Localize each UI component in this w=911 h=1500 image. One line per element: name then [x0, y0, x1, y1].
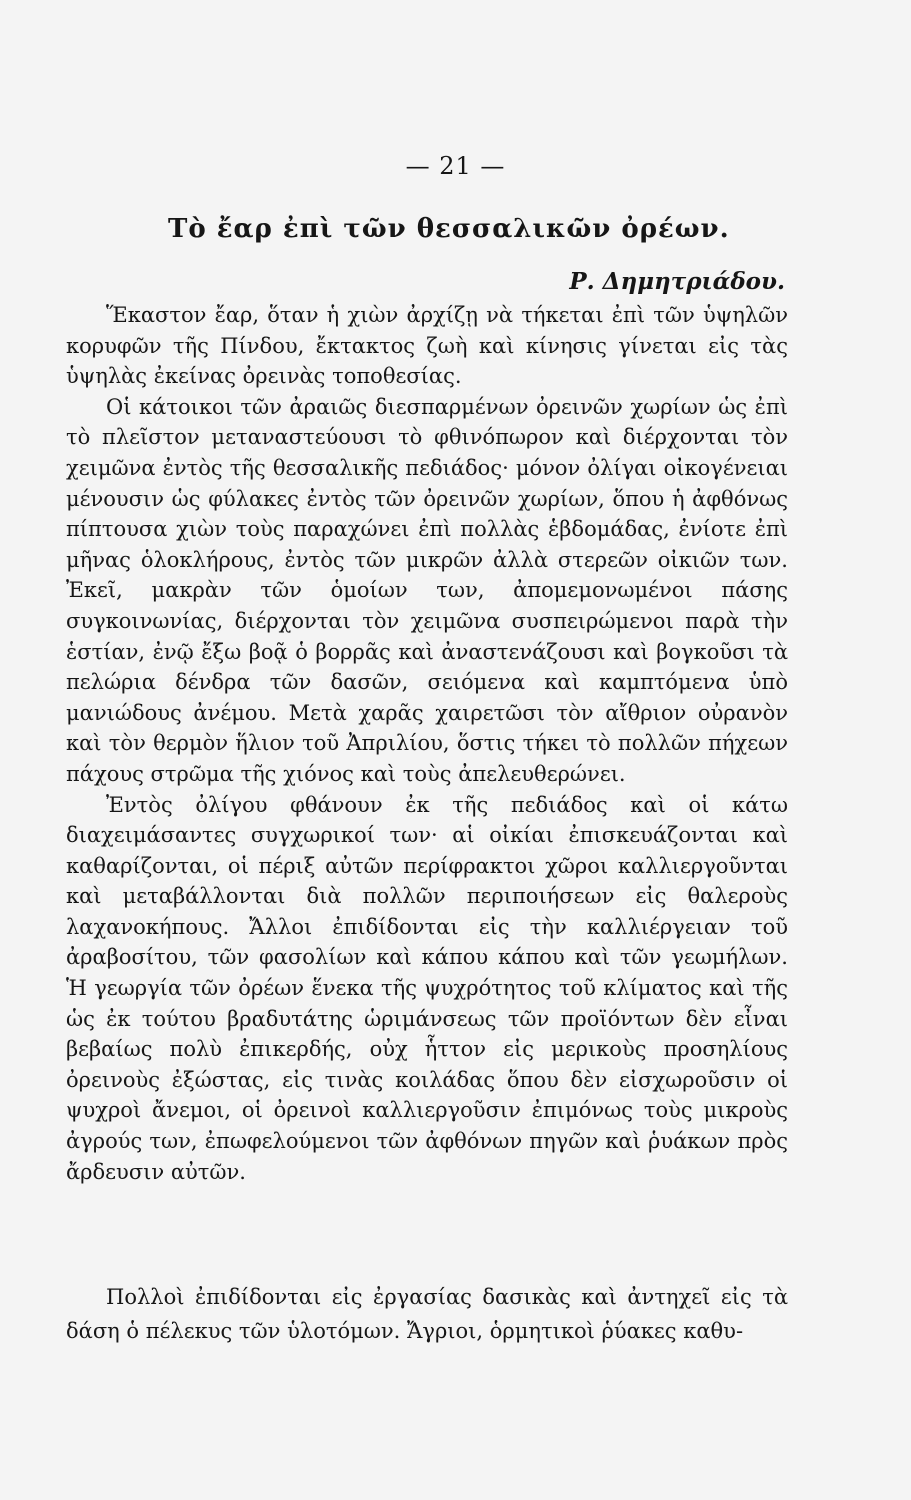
paragraph: Ἐντὸς ὀλίγου φθάνουν ἐκ τῆς πεδιάδος καὶ οἱ κάτω διαχειμάσαντες συγχωρικοί των· αἱ οἰκίαι ἐπισκευάζονται καὶ καθαρίζονται, οἱ πέριξ αὐτῶν περίφρακτοι χῶροι καλλιεργοῦνται καὶ μεταβάλλονται διὰ πολλῶν περιποιήσεων εἰς θαλεροὺς λαχανοκήπους. Ἄλλοι ἐπιδίδονται εἰς τὴν καλλιέργειαν τοῦ ἀραβοσίτου, τῶν φασολίων καὶ κάπου κάπου καὶ τῶν γεωμήλων. Ἡ γεωργία τῶν ὀρέων ἕνεκα τῆς ψυχρότητος τοῦ κλίματος καὶ τῆς ὡς ἐκ τούτου βραδυτάτης ὡριμάνσεως τῶν προϊόντων δὲν εἶναι βεβαίως πολὺ ἐπικερδής, οὐχ ἧττον εἰς μερικοὺς προσηλίους ὀρεινοὺς ἐξώστας, εἰς τινὰς κοιλάδας ὅπου δὲν εἰσχωροῦσιν οἱ ψυχροὶ ἄνεμοι, οἱ ὀρεινοὶ καλλιεργοῦσιν ἐπιμόνως τοὺς μικροὺς ἀγρούς των, ἐπωφελούμενοι τῶν ἀφθόνων πηγῶν καὶ ῥυάκων πρὸς ἄρδευσιν αὐτῶν. [66, 792, 788, 1184]
paragraph: Ἕκαστον ἔαρ, ὅταν ἡ χιὼν ἀρχίζῃ νὰ τήκεται ἐπὶ τῶν ὑψηλῶν κορυφῶν τῆς Πίνδου, ἔκτακτος ζωὴ καὶ κίνησις γίνεται εἰς τὰς ὑψηλὰς ἐκείνας ὀρεινὰς τοποθεσίας. [66, 303, 788, 389]
article-continuation [66, 1280, 788, 1348]
paragraph: Οἱ κάτοικοι τῶν ἀραιῶς διεσπαρμένων ὀρεινῶν χωρίων ὡς ἐπὶ τὸ πλεῖστον μεταναστεύουσι τὸ φθινόπωρον καὶ διέρχονται τὸν χειμῶνα ἐντὸς τῆς θεσσαλικῆς πεδιάδος· μόνον ὀλίγαι οἰκογένειαι μένουσιν ὡς φύλακες ἐντὸς τῶν ὀρεινῶν χωρίων, ὅπου ἡ ἀφθόνως πίπτουσα χιὼν τοὺς παραχώνει ἐπὶ πολλὰς ἑβδομάδας, ἐνίοτε ἐπὶ μῆνας ὁλοκλήρους, ἐντὸς τῶν μικρῶν ἀλλὰ στερεῶν οἰκιῶν των. Ἐκεῖ, μακρὰν τῶν ὁμοίων των, ἀπομεμονωμένοι πάσης συγκοινωνίας, διέρχονται τὸν χειμῶνα συσπειρώμενοι παρὰ τὴν ἑστίαν, ἐνῷ ἔξω βοᾷ ὁ βορρᾶς καὶ ἀναστενάζουσι καὶ βογκοῦσι τὰ πελώρια δένδρα τῶν δασῶν, σειόμενα καὶ καμπτόμενα ὑπὸ μανιώδους ἀνέμου. Μετὰ χαρᾶς χαιρετῶσι τὸν αἴθριον οὐρανὸν καὶ τὸν θερμὸν ἥλιον τοῦ Ἀπριλίου, ὅστις τήκει τὸ πολλῶν πήχεων πάχους στρῶμα τῆς χιόνος καὶ τοὺς ἀπελευθερώνει. [66, 394, 788, 786]
article-author: Ρ. Δημητριάδου. [569, 268, 785, 295]
page-number: — 21 — [405, 152, 506, 180]
article-body [66, 300, 788, 1187]
article-title: Τὸ ἔαρ ἐπὶ τῶν θεσσαλικῶν ὀρέων. [168, 214, 730, 244]
paragraph: Πολλοὶ ἐπιδίδονται εἰς ἐργασίας δασικὰς καὶ ἀντηχεῖ εἰς τὰ δάση ὁ πέλεκυς τῶν ὑλοτόμων. Ἄγριοι, ὁρμητικοὶ ῥύακες καθυ- [66, 1285, 788, 1343]
